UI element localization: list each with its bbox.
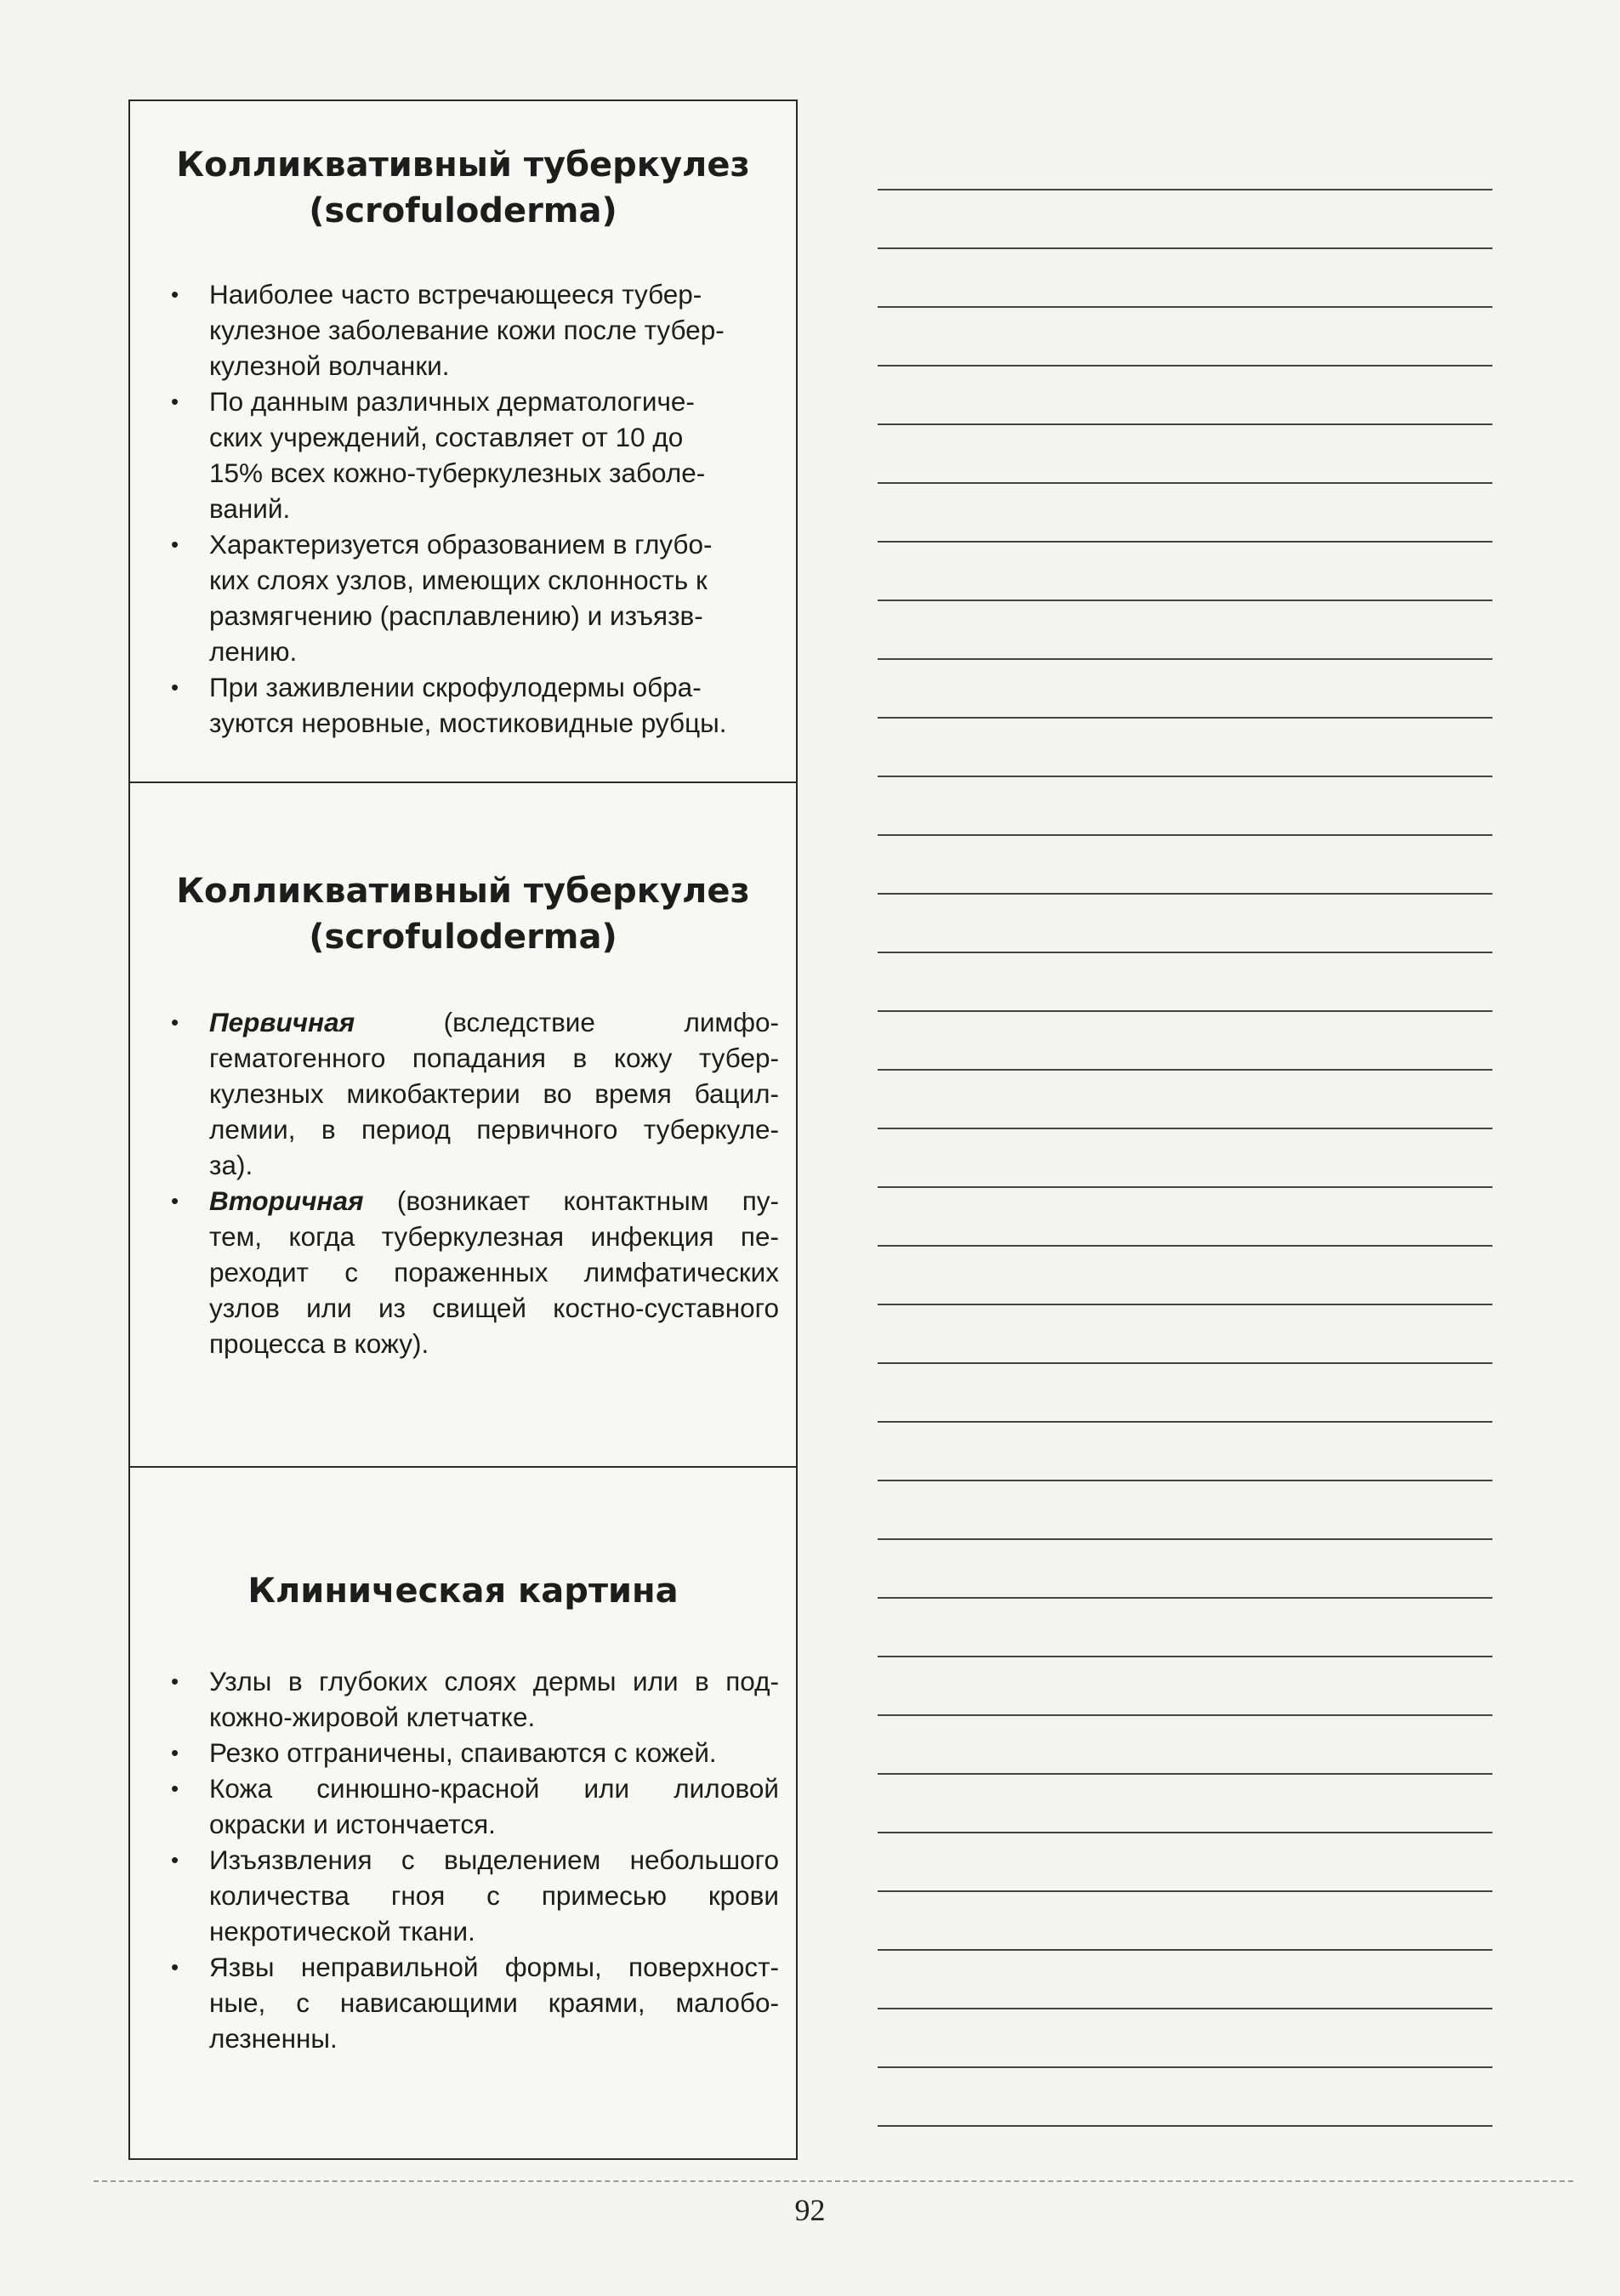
text-line: ских учреждений, составляет от 10 до (209, 422, 684, 452)
term-continuation: (вследствие лимфо- (355, 1007, 779, 1037)
text-line: зуются неровные, мостиковидные рубцы. (209, 708, 727, 738)
note-lines (878, 132, 1492, 2139)
list-item (171, 384, 779, 526)
list-item (171, 669, 779, 741)
list-item (171, 1842, 779, 1949)
text-line: некротической ткани. (209, 1916, 475, 1946)
term-secondary: Вторичная (209, 1185, 364, 1216)
text-line: лемии, в период первичного туберкуле- (209, 1114, 779, 1145)
text-line: Характеризуется образованием в глубо- (209, 529, 713, 560)
slide-title (147, 783, 779, 960)
slides-column (128, 99, 798, 2160)
term-continuation: (возникает контактным пу- (363, 1185, 779, 1216)
text-line: гематогенного попадания в кожу тубер- (209, 1043, 779, 1073)
text-line: кулезных микобактерии во время бацил- (209, 1078, 779, 1109)
text-line (209, 1183, 779, 1219)
bullet-list (171, 1004, 779, 1361)
text-line: за). (209, 1150, 253, 1180)
slide-title (147, 1468, 779, 1614)
slide-title (147, 101, 779, 234)
text-line: кожно-жировой клетчатке. (209, 1702, 536, 1732)
title-line: (scrofuloderma) (309, 191, 617, 230)
slide-scrofuloderma-overview (130, 101, 796, 781)
slide-clinical-picture (130, 1466, 796, 2160)
text-line: • Узлы в глубоких слоях дермы или в под- (209, 1666, 779, 1696)
list-item (171, 526, 779, 669)
text-line: узлов или из свищей костно-суставного (209, 1293, 779, 1323)
slide-scrofuloderma-forms (130, 781, 796, 1466)
text-line: При заживлении скрофулодермы обра- (209, 672, 702, 702)
text-line: 15% всех кожно-туберкулезных заболе- (209, 457, 706, 488)
list-item (171, 1183, 779, 1361)
text-line: ваний. (209, 493, 291, 524)
bullet-list (171, 276, 779, 741)
list-item (171, 1663, 779, 1735)
text-line: лезненны. (209, 2023, 338, 2054)
term-primary: Первичная (209, 1007, 355, 1037)
list-item (171, 1004, 779, 1183)
text-line: лению. (209, 636, 298, 667)
text-line: размягчению (расплавлению) и изъязв- (209, 600, 703, 631)
text-line: По данным различных дерматологиче- (209, 386, 695, 417)
title-line: Клиническая картина (247, 1571, 679, 1611)
list-item (171, 1735, 779, 1770)
page-number: 92 (794, 2193, 826, 2227)
footer-divider (94, 2180, 1573, 2182)
text-line: реходит с пораженных лимфатических (209, 1257, 779, 1287)
text-line: кулезной волчанки. (209, 350, 450, 381)
text-line: количества гноя с примесью крови (209, 1880, 779, 1911)
text-line: тем, когда туберкулезная инфекция пе- (209, 1221, 779, 1252)
title-line: Колликвативный туберкулез (176, 145, 750, 185)
text-line: • Изъязвления с выделением небольшого (209, 1844, 779, 1875)
text-line: • Язвы неправильной формы, поверхност- (209, 1952, 779, 1982)
text-line: ные, с нависающими краями, малобо- (209, 1987, 779, 2018)
text-line: окраски и истончается. (209, 1809, 496, 1839)
text-line: ких слоях узлов, имеющих склонность к (209, 565, 708, 595)
list-item (171, 276, 779, 384)
text-line: кулезное заболевание кожи после тубер- (209, 315, 725, 345)
bullet-list (171, 1663, 779, 2056)
text-line: Наиболее часто встречающееся тубер- (209, 279, 702, 310)
title-line: (scrofuloderma) (309, 918, 617, 957)
text-line: процесса в кожу). (209, 1328, 429, 1359)
text-line (209, 1004, 779, 1040)
text-line: • Резко отграничены, спаиваются с кожей. (209, 1737, 717, 1768)
title-line: Колликвативный туберкулез (176, 872, 750, 911)
list-item (171, 1770, 779, 1842)
list-item (171, 1949, 779, 2056)
text-line: • Кожа синюшно-красной или лиловой (209, 1773, 779, 1804)
